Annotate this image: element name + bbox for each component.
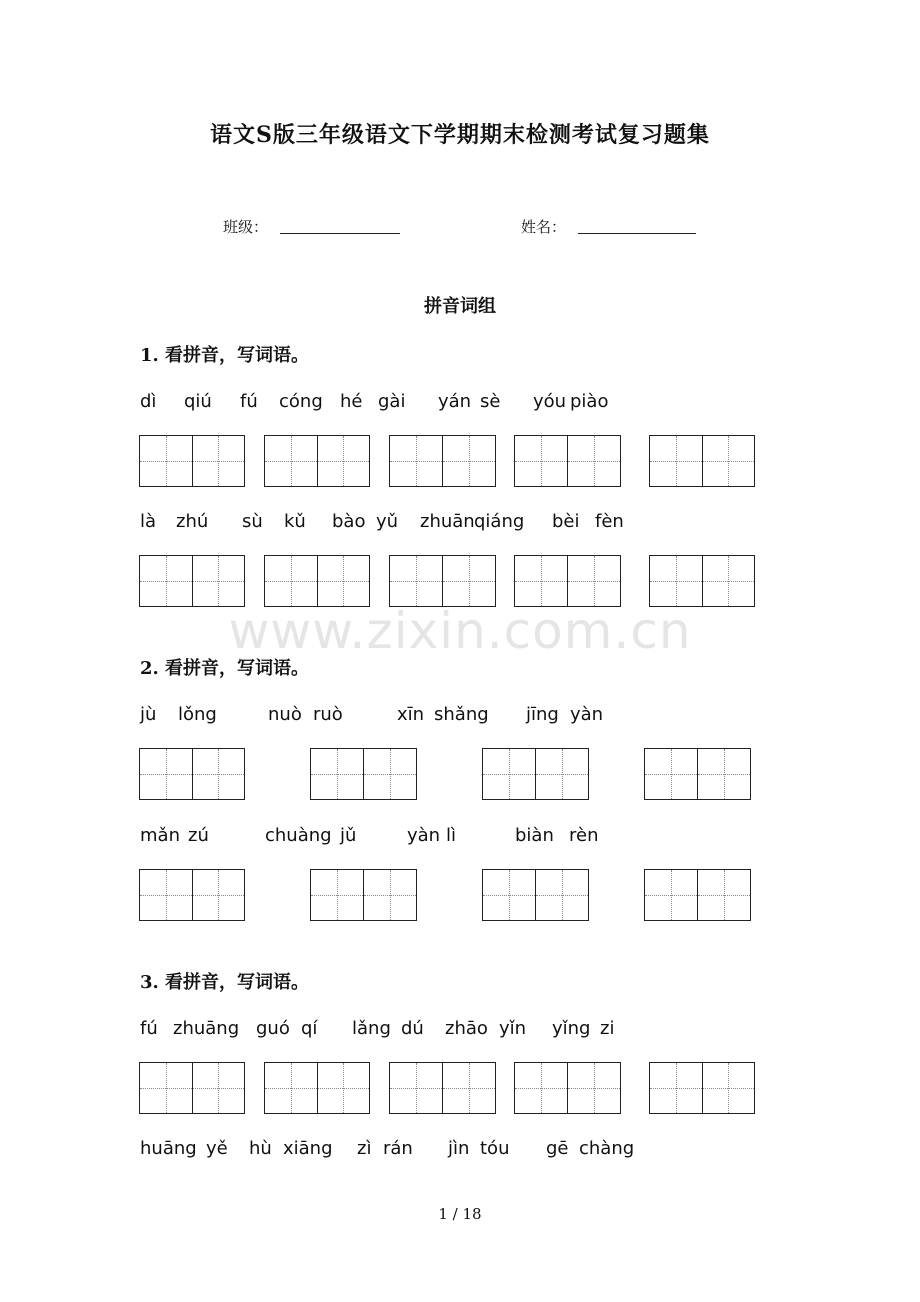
character-box[interactable] [310,748,417,800]
character-box[interactable] [310,869,417,921]
character-box[interactable] [264,1062,370,1114]
pinyin-syllable: zi [600,1018,615,1039]
question-1-heading: 1. 看拼音，写词语。 [140,345,310,366]
pinyin-syllable: yǐng [552,1018,591,1039]
pinyin-syllable: yǐn [499,1018,527,1039]
pinyin-syllable: yóu [533,391,567,412]
pinyin-syllable: gài [378,391,406,412]
character-box[interactable] [264,555,370,607]
pinyin-syllable: lì [446,825,457,846]
document-title: 语文S版三年级语文下学期期末检测考试复习题集 [210,122,710,148]
pinyin-syllable: là [140,511,157,532]
watermark: www.zixin.com.cn [228,602,692,660]
class-blank-line[interactable] [280,233,400,234]
pinyin-row [0,704,920,728]
pinyin-syllable: yàn [407,825,441,846]
pinyin-syllable: jìn [448,1138,470,1159]
pinyin-syllable: zhāo [445,1018,488,1039]
pinyin-syllable: bèi [552,511,580,532]
character-box[interactable] [139,435,245,487]
pinyin-syllable: huāng [140,1138,197,1159]
pinyin-syllable: hù [249,1138,272,1159]
character-box[interactable] [644,748,751,800]
pinyin-syllable: kǔ [284,511,306,532]
pinyin-syllable: gē [546,1138,569,1159]
class-label: 班级： [223,218,269,236]
pinyin-syllable: chàng [579,1138,635,1159]
character-box[interactable] [264,435,370,487]
pinyin-syllable: yě [206,1138,228,1159]
name-label: 姓名： [521,218,567,236]
character-box[interactable] [139,869,245,921]
pinyin-syllable: xiāng [283,1138,333,1159]
pinyin-syllable: zhuān [420,511,475,532]
pinyin-syllable: guó [256,1018,290,1039]
pinyin-syllable: qí [301,1018,318,1039]
pinyin-syllable: yàn [570,704,604,725]
pinyin-syllable: chuàng [265,825,332,846]
name-blank-line[interactable] [578,233,696,234]
pinyin-syllable: jīng [526,704,559,725]
character-box[interactable] [139,1062,245,1114]
pinyin-syllable: jù [140,704,157,725]
pinyin-row [0,825,920,849]
pinyin-syllable: ruò [313,704,343,725]
pinyin-syllable: piào [570,391,609,412]
question-2-heading: 2. 看拼音，写词语。 [140,658,310,679]
page-number: 1 / 18 [438,1205,482,1223]
pinyin-syllable: fú [240,391,258,412]
character-box[interactable] [482,748,589,800]
pinyin-syllable: zhú [176,511,209,532]
character-box[interactable] [514,1062,621,1114]
pinyin-syllable: cóng [279,391,323,412]
pinyin-syllable: bào [332,511,366,532]
pinyin-syllable: zú [188,825,209,846]
pinyin-row [0,1138,920,1162]
pinyin-syllable: yán [438,391,472,412]
character-box[interactable] [389,555,496,607]
character-box[interactable] [649,555,755,607]
pinyin-syllable: rán [383,1138,413,1159]
character-box[interactable] [139,555,245,607]
pinyin-syllable: biàn [515,825,554,846]
pinyin-syllable: fèn [595,511,624,532]
pinyin-syllable: nuò [268,704,302,725]
pinyin-syllable: qiáng [474,511,525,532]
section-title: 拼音词组 [424,296,496,317]
pinyin-syllable: fú [140,1018,158,1039]
character-box[interactable] [389,435,496,487]
pinyin-syllable: zhuāng [173,1018,240,1039]
pinyin-row [0,511,920,535]
pinyin-syllable: tóu [480,1138,510,1159]
character-box[interactable] [482,869,589,921]
pinyin-syllable: sè [480,391,501,412]
character-box[interactable] [514,555,621,607]
pinyin-syllable: dú [401,1018,424,1039]
pinyin-syllable: yǔ [376,511,399,532]
pinyin-syllable: lǒng [178,704,217,725]
character-box[interactable] [139,748,245,800]
pinyin-row [0,1018,920,1042]
pinyin-syllable: lǎng [352,1018,391,1039]
pinyin-syllable: shǎng [434,704,489,725]
question-3-heading: 3. 看拼音，写词语。 [140,972,310,993]
character-box[interactable] [644,869,751,921]
pinyin-syllable: xīn [397,704,425,725]
character-box[interactable] [389,1062,496,1114]
pinyin-syllable: mǎn [140,825,180,846]
pinyin-syllable: zì [357,1138,372,1159]
character-box[interactable] [649,435,755,487]
pinyin-syllable: qiú [184,391,212,412]
pinyin-syllable: hé [340,391,363,412]
pinyin-syllable: dì [140,391,157,412]
pinyin-syllable: sù [242,511,263,532]
character-box[interactable] [514,435,621,487]
character-box[interactable] [649,1062,755,1114]
pinyin-syllable: jǔ [340,825,357,846]
pinyin-row [0,391,920,415]
pinyin-syllable: rèn [569,825,599,846]
